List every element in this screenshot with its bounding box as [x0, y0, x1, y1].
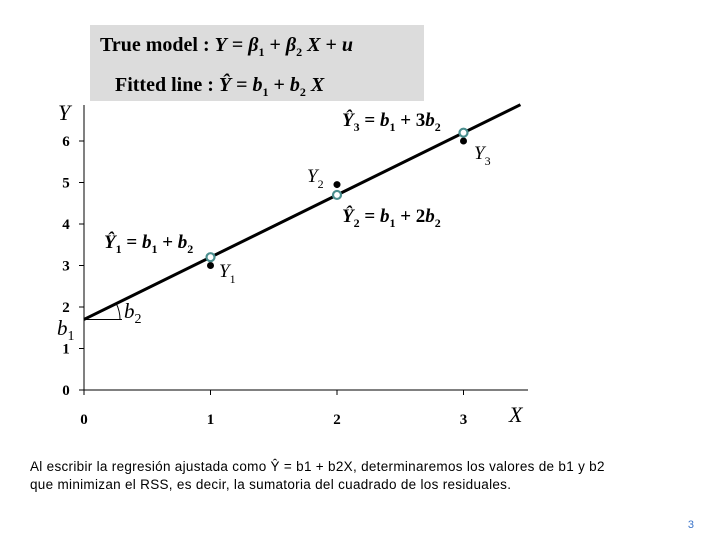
y-tick-label: 0 — [62, 383, 70, 399]
svg-text:True model : Y = β1 + β2 X +: True model : $Y = \beta_1 + \beta_2$ X + u — [100, 34, 354, 59]
observed-point-y1 — [207, 262, 214, 269]
true-model-equation — [100, 34, 353, 59]
x-axis-label: X — [509, 402, 523, 427]
x-tick-label: 2 — [333, 412, 341, 428]
svg-text:Ŷ2 = b1 + 2b2: $Ŷ_2 = b_1 + 2b_2$ — [342, 206, 441, 230]
svg-text:Y1: $Y_1$ — [219, 261, 236, 286]
svg-text:b1: $b_1$ — [57, 316, 75, 344]
x-tick-marks — [80, 390, 467, 428]
y2-hat-annotation — [342, 205, 441, 230]
y1-annotation — [219, 261, 236, 286]
observed-point-y2 — [334, 181, 341, 188]
slope-angle-arc — [116, 304, 120, 320]
y3-hat-annotation — [342, 109, 441, 134]
slope-label — [124, 299, 142, 327]
caption-line-2: que minimizan el RSS, es decir, la sumatoria del cuadrado de los residuales. — [30, 477, 512, 492]
slide-caption — [30, 458, 690, 494]
caption-line-1: Al escribir la regresión ajustada como Ŷ = b1 + b2X, determinaremos los valores de b1 y b2 — [30, 459, 605, 474]
y-tick-label: 3 — [62, 258, 70, 275]
y-tick-label: 5 — [62, 175, 70, 192]
svg-text:Ŷ1 = b1 + b2: $Ŷ_1 = b_1 + b_2$ — [104, 232, 194, 256]
svg-text:Y3: $Y_3$ — [474, 143, 491, 168]
y-tick-label: 1 — [62, 341, 70, 358]
x-tick-label: 0 — [80, 412, 88, 428]
page-number: 3 — [687, 519, 694, 531]
fitted-line-equation — [115, 72, 325, 99]
intercept-label — [57, 316, 75, 344]
y-tick-label: 6 — [62, 134, 70, 150]
fitted-point-y1-hat — [207, 253, 215, 261]
svg-text:Ŷ3 = b1 + 3b2: $Ŷ_3 = b_1 + 3b_2$ — [342, 110, 441, 134]
y3-annotation — [474, 143, 491, 168]
x-tick-label: 3 — [459, 412, 468, 428]
fitted-point-y2-hat — [333, 191, 341, 199]
y1-hat-annotation — [104, 231, 193, 256]
svg-text:Y2: $Y_2$ — [307, 166, 324, 191]
observed-point-y3 — [460, 138, 467, 145]
fitted-point-y3-hat — [460, 129, 468, 137]
y-tick-marks — [62, 134, 84, 399]
fitted-regression-line — [84, 105, 520, 320]
y-axis-label: Y — [58, 100, 71, 125]
y-tick-label: 2 — [62, 300, 70, 316]
x-tick-label: 1 — [206, 412, 215, 428]
y-tick-label: 4 — [62, 217, 70, 233]
svg-text:b2: $b_2$ — [124, 299, 142, 327]
y2-annotation — [307, 166, 324, 191]
svg-text:Fitted line : Ŷ = b1 + b2 X: Fitted line : Ŷ = $b_1 + b_2$ X — [115, 74, 325, 99]
